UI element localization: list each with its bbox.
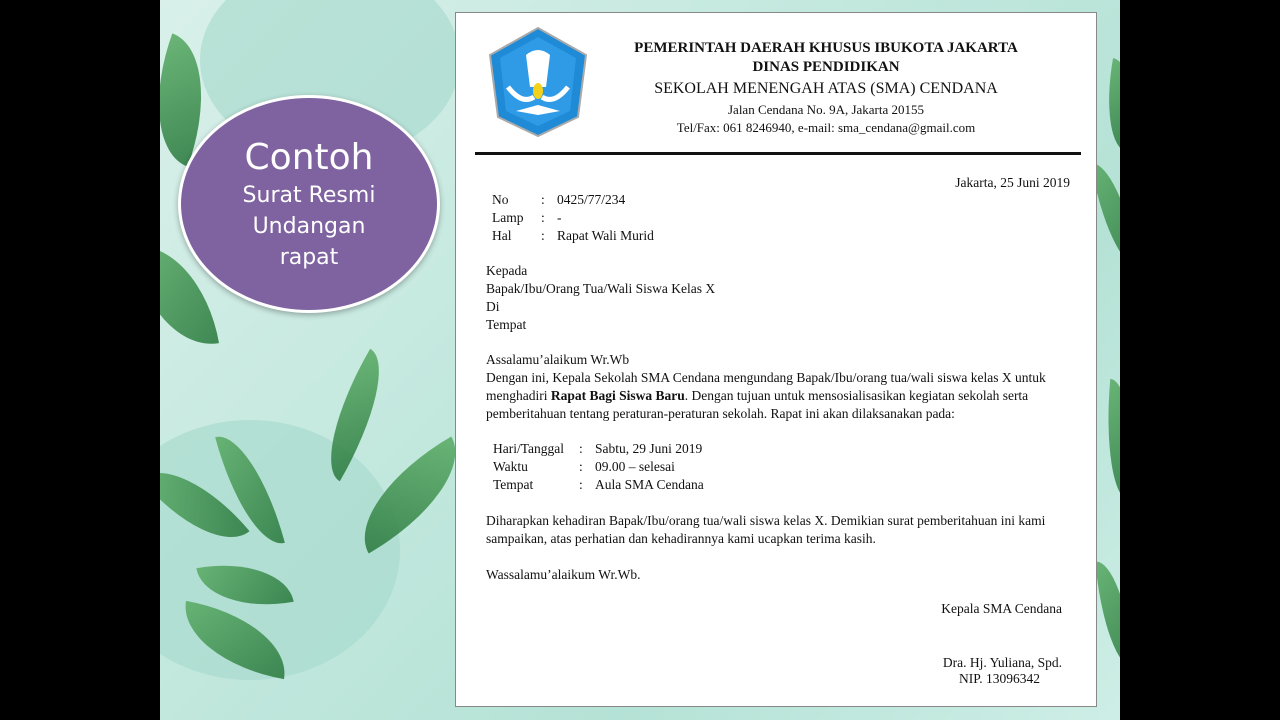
letterhead-address: Jalan Cendana No. 9A, Jakarta 20155: [727, 102, 925, 117]
recipient-line: Tempat: [486, 317, 527, 332]
leaf-decoration: [1097, 58, 1120, 152]
body-line: pemberitahuan tentang peraturan-peraturan sekolah. Rapat ini akan dilaksanakan pada:: [486, 406, 955, 421]
letter-date: Jakarta, 25 Juni 2019: [955, 175, 1070, 190]
recipient-line: Di: [486, 299, 500, 314]
recipient-line: Bapak/Ibu/Orang Tua/Wali Siswa Kelas X: [486, 281, 716, 296]
meta-label: Hal: [492, 228, 512, 243]
letterhead-government: PEMERINTAH DAERAH KHUSUS IBUKOTA JAKARTA: [634, 40, 1018, 56]
badge-line: rapat: [279, 245, 339, 270]
meta-label: No: [492, 192, 509, 207]
schedule-colon: :: [579, 459, 583, 474]
schedule-value: 09.00 – selesai: [595, 459, 675, 474]
meta-value: -: [557, 210, 562, 225]
letterhead-department: DINAS PENDIDIKAN: [752, 59, 900, 75]
body-line: Dengan ini, Kepala Sekolah SMA Cendana mengundang Bapak/Ibu/orang tua/wali siswa kelas X untuk: [486, 370, 1046, 385]
meeting-name: Rapat Bagi Siswa Baru: [550, 388, 685, 403]
meta-value: Rapat Wali Murid: [557, 228, 654, 243]
closing-line: sampaikan, atas perhatian dan kehadirannya kami ucapkan terima kasih.: [486, 531, 876, 546]
decor-blob: [160, 420, 400, 680]
farewell: Wassalamu’alaikum Wr.Wb.: [486, 567, 641, 582]
meta-colon: :: [541, 192, 545, 207]
leaf-decoration: [1095, 559, 1120, 671]
signature-title: Kepala SMA Cendana: [941, 601, 1062, 616]
schedule-value: Aula SMA Cendana: [595, 477, 704, 492]
meta-label: Lamp: [492, 210, 524, 225]
body-text: . Dengan tujuan untuk mensosialisasikan kegiatan sekolah serta: [684, 388, 1029, 403]
tut-wuri-handayani-logo: [486, 25, 590, 139]
badge-title: Contoh: [244, 137, 374, 178]
title-badge: [178, 95, 440, 313]
badge-line: Surat Resmi: [242, 183, 376, 208]
leaf-decoration: [1100, 379, 1120, 501]
signature-name: Dra. Hj. Yuliana, Spd.: [942, 655, 1062, 670]
letterhead-school: SEKOLAH MENENGAH ATAS (SMA) CENDANA: [654, 80, 998, 97]
body-text: menghadiri: [486, 388, 551, 403]
body-line: [486, 388, 1028, 404]
letterhead-contact: Tel/Fax: 061 8246940, e-mail: sma_cendana@gmail.com: [676, 120, 976, 135]
badge-line: Undangan: [252, 214, 366, 239]
closing-line: Diharapkan kehadiran Bapak/Ibu/orang tua/wali siswa kelas X. Demikian surat pemberitahuan ini kami: [486, 513, 1046, 528]
greeting: Assalamu’alaikum Wr.Wb: [486, 352, 630, 367]
schedule-label: Waktu: [493, 459, 528, 474]
letter-document: [455, 12, 1097, 707]
schedule-label: Hari/Tanggal: [493, 441, 565, 456]
schedule-label: Tempat: [493, 477, 534, 492]
meta-colon: :: [541, 228, 545, 243]
meta-value: 0425/77/234: [557, 192, 626, 207]
schedule-value: Sabtu, 29 Juni 2019: [595, 441, 703, 456]
recipient-line: Kepada: [486, 263, 528, 278]
meta-colon: :: [541, 210, 545, 225]
signature-nip: NIP. 13096342: [958, 671, 1040, 686]
schedule-colon: :: [579, 477, 583, 492]
schedule-colon: :: [579, 441, 583, 456]
letterhead-divider: [475, 152, 1081, 155]
